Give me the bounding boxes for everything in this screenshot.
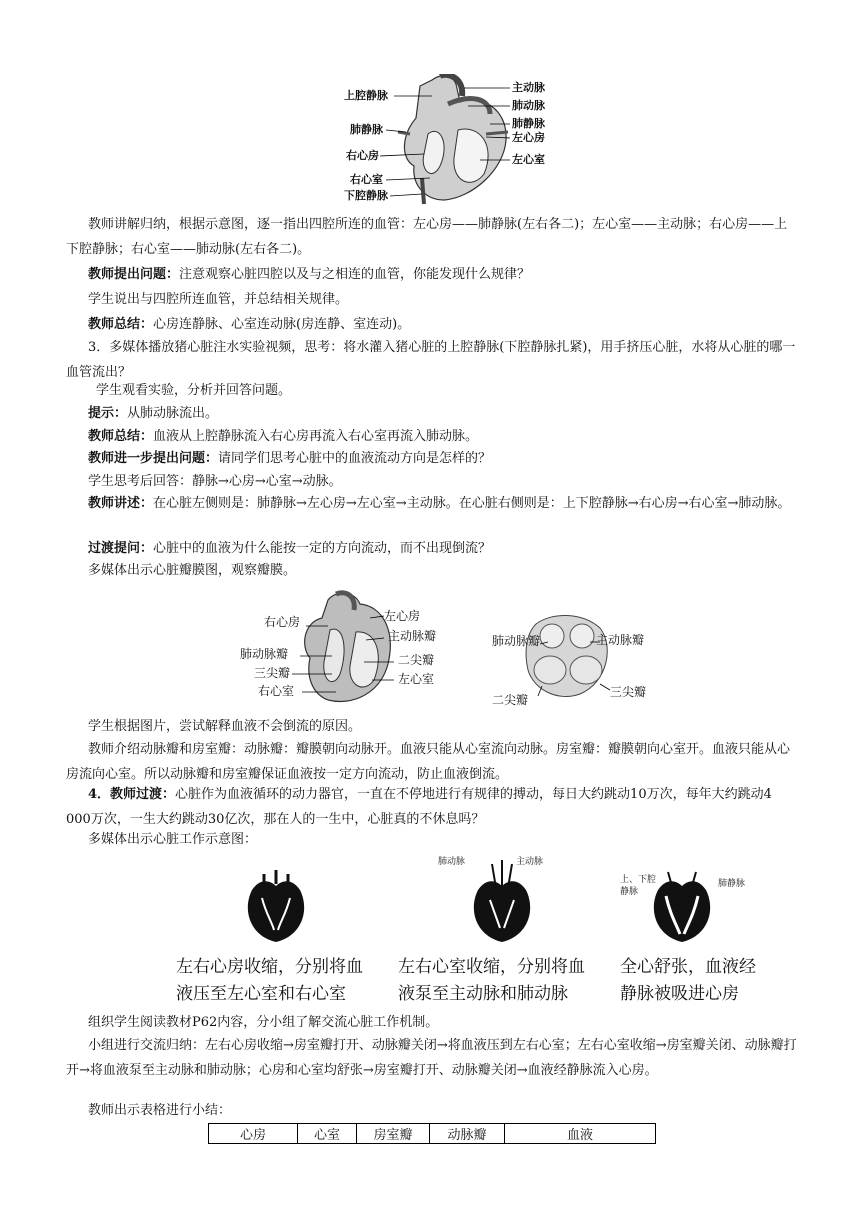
table-header-cell: 心房	[209, 1124, 298, 1144]
table-header-cell: 动脉瓣	[430, 1124, 505, 1144]
label-aorta: 主动脉	[512, 81, 545, 94]
table-header-row	[209, 1124, 656, 1144]
paragraph: 教师讲述：在心脏左侧则是：肺静脉→左心房→左心室→主动脉。在心脏右侧则是：上下腔静脉→右心房→右心室→肺动脉。	[88, 496, 791, 511]
paragraph: 教师提出问题：注意观察心脏四腔以及与之相连的血管，你能发现什么规律？	[88, 267, 531, 282]
paragraph: 教师总结：血液从上腔静脉流入右心房再流入右心室再流入肺动脉。	[88, 429, 479, 444]
label-left-atrium: 左心房	[384, 609, 421, 623]
label-pulmonary-artery: 肺动脉	[512, 99, 545, 112]
label-right-atrium: 右心房	[346, 149, 379, 162]
table-header-cell: 房室瓣	[357, 1124, 430, 1144]
label-mitral-valve: 二尖瓣	[398, 653, 435, 667]
caption-atrial-systole: 左右心房收缩，分别将血 液压至左心室和右心室	[176, 957, 363, 1004]
label-right-ventricle: 右心室	[350, 173, 383, 186]
paragraph: 过渡提问：心脏中的血液为什么能按一定的方向流动，而不出现倒流？	[88, 541, 492, 556]
paragraph: 教师总结：心房连静脉、心室连动脉(房连静、室连动)。	[88, 317, 411, 332]
summary-table	[208, 1123, 656, 1144]
paragraph: 教师介绍动脉瓣和房室瓣：动脉瓣：瓣膜朝向动脉开。血液只能从心室流向动脉。房室瓣：瓣膜朝向心室开。血液只能从心房流向心室。所以动脉瓣和房室瓣保证血液按一定方向流动，防止血液倒流。	[66, 742, 791, 782]
paragraph: 学生思考后回答：静脉→心房→心室→动脉。	[88, 474, 342, 489]
label-pulmonary-valve: 肺动脉瓣	[240, 647, 289, 661]
label-right-atrium: 右心房	[264, 615, 301, 629]
label-superior-vena-cava: 上腔静脉	[344, 89, 388, 102]
label-left-ventricle: 左心室	[512, 153, 545, 166]
heart-cycle-icons	[176, 852, 776, 952]
caption-ventricular-systole: 左右心室收缩，分别将血 液泵至主动脉和肺动脉	[398, 957, 585, 1004]
heart-valve-section-icon	[236, 590, 656, 712]
heart-cycle-figure	[176, 852, 776, 1012]
label-pulmonary-vein: 肺静脉	[718, 879, 746, 889]
paragraph: 教师出示表格进行小结：	[88, 1103, 232, 1118]
paragraph: 多媒体出示心脏瓣膜图，观察瓣膜。	[88, 563, 297, 578]
paragraph: 组织学生阅读教材P62内容，分小组了解交流心脏工作机制。	[88, 1015, 439, 1030]
paragraph: 小组进行交流归纳：左右心房收缩→房室瓣打开、动脉瓣关闭→将血液压到左右心室；左右心室收缩→房室瓣关闭、动脉瓣打开→将血液泵至主动脉和肺动脉；心房和心室均舒张→房室瓣打开、动脉瓣关闭→血液经静脉流入心房。	[66, 1038, 797, 1078]
heart-ventricular-systole-icon	[474, 860, 530, 942]
label-pulmonary-vein-left: 肺静脉	[350, 123, 383, 136]
label-aorta: 主动脉	[516, 857, 544, 867]
label-inferior-vena-cava: 下腔静脉	[344, 189, 388, 202]
label-aortic-valve: 主动脉瓣	[388, 629, 437, 643]
paragraph: 学生说出与四腔所连血管，并总结相关规律。	[88, 292, 349, 307]
heart-structure-figure	[340, 74, 560, 206]
label-tricuspid-valve: 三尖瓣	[610, 685, 647, 699]
label-mitral-valve: 二尖瓣	[492, 693, 529, 707]
table-header-cell: 心室	[298, 1124, 357, 1144]
paragraph: 提示：从肺动脉流出。	[88, 406, 219, 421]
label-right-ventricle: 右心室	[258, 684, 295, 698]
label-pulmonary-vein-right: 肺静脉	[512, 117, 545, 130]
label-tricuspid-valve: 三尖瓣	[254, 666, 291, 680]
paragraph: 3．多媒体播放猪心脏注水实验视频，思考：将水灌入猪心脏的上腔静脉(下腔静脉扎紧)，用手挤压心脏，水将从心脏的哪一血管流出？	[66, 340, 796, 380]
paragraph: 学生根据图片，尝试解释血液不会倒流的原因。	[88, 719, 362, 734]
label-left-atrium: 左心房	[512, 131, 545, 144]
label-left-ventricle: 左心室	[398, 672, 435, 686]
heart-atrial-systole-icon	[248, 870, 304, 942]
paragraph: 学生观看实验，分析并回答问题。	[96, 383, 292, 398]
caption-diastole: 全心舒张，血液经 静脉被吸进心房	[620, 957, 756, 1004]
table-header-cell: 血液	[505, 1124, 656, 1144]
paragraph: 教师进一步提出问题：请同学们思考心脏中的血液流动方向是怎样的？	[88, 451, 492, 466]
paragraph: 多媒体出示心脏工作示意图：	[88, 832, 258, 847]
heart-valve-figure	[236, 590, 656, 712]
paragraph: 4．教师过渡：心脏作为血液循环的动力器官，一直在不停地进行有规律的搏动，每日大约跳动10万次，每年大约跳动4 000万次，一生大约跳动30亿次，那在人的一生中，心脏真的不休息吗？	[66, 787, 772, 827]
paragraph: 教师讲解归纳，根据示意图，逐一指出四腔所连的血管：左心房——肺静脉(左右各二)；左心室——主动脉；右心房——上下腔静脉；右心室——肺动脉(左右各二)。	[66, 217, 788, 257]
label-pulmonary-artery: 肺动脉	[438, 857, 466, 867]
label-vena-cava: 上、下腔静脉	[620, 875, 657, 897]
label-aortic-valve: 主动脉瓣	[596, 633, 645, 647]
label-pulmonary-valve: 肺动脉瓣	[492, 634, 541, 648]
